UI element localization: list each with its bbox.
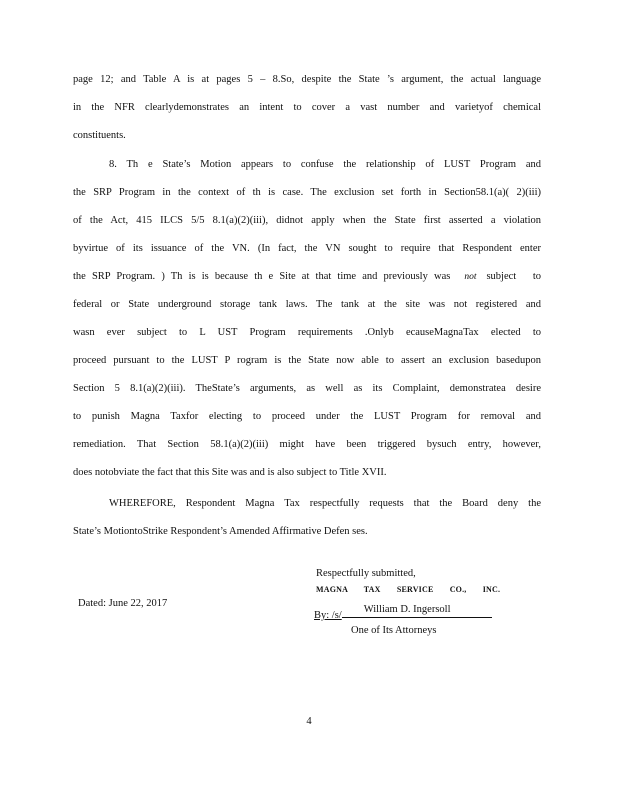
text-line: of the Act, 415 ILCS 5/5 8.1(a)(2)(iii), didnot apply when the State first asserted a violation bbox=[73, 215, 541, 226]
signature-rule bbox=[342, 604, 492, 618]
signer-role: One of Its Attorneys bbox=[351, 625, 437, 636]
text-line: in the NFR clearlydemonstrates an intent to cover a vast number and varietyof chemical bbox=[73, 102, 541, 113]
text-line: federal or State underground storage tank laws. The tank at the site was not registered and bbox=[73, 299, 541, 310]
text-line: Section 5 8.1(a)(2)(iii). TheState’s arguments, as well as its Complaint, demonstratea desire bbox=[73, 383, 541, 394]
date-line: Dated: June 22, 2017 bbox=[78, 598, 168, 609]
text-line: proceed pursuant to the LUST P rogram is the State now able to assert an exclusion basedupon bbox=[73, 355, 541, 366]
page-number: 4 bbox=[306, 716, 312, 727]
text-segment: the SRP Program. ) Th is is because th e Site at that time and previously was bbox=[73, 271, 451, 282]
text-line: page 12; and Table A is at pages 5 – 8.So, despite the State ’s argument, the actual language bbox=[73, 74, 541, 85]
text-line: byvirtue of its issuance of the VN. (In fact, the VN sought to require that Respondent enter bbox=[73, 243, 541, 254]
text-line: does notobviate the fact that this Site was and is also subject to Title XVII. bbox=[73, 467, 387, 478]
closing: Respectfully submitted, bbox=[316, 568, 416, 579]
text-line: wasn ever subject to L UST Program requirements .Onlyb ecauseMagnaTax elected to bbox=[73, 327, 541, 338]
by-label: By: /s/ bbox=[314, 610, 342, 621]
text-line: the SRP Program in the context of th is case. The exclusion set forth in Section58.1(a)( 2)(iii) bbox=[73, 187, 541, 198]
text-line bbox=[73, 270, 541, 284]
italic-word: not bbox=[464, 272, 477, 282]
text-line: remediation. That Section 58.1(a)(2)(iii) might have been triggered bysuch entry, however, bbox=[73, 439, 541, 450]
text-line: to punish Magna Taxfor electing to proceed under the LUST Program for removal and bbox=[73, 411, 541, 422]
text-line: State’s MotiontoStrike Respondent’s Amended Affirmative Defen ses. bbox=[73, 526, 368, 537]
text-segment: subject to bbox=[486, 271, 541, 282]
signature-line bbox=[314, 604, 492, 623]
firm-name: MAGNA TAX SERVICE CO., INC. bbox=[316, 585, 501, 594]
wherefore-first-line: WHEREFORE, Respondent Magna Tax respectfully requests that the Board deny the bbox=[109, 498, 541, 509]
paragraph-8-first-line: 8. Th e State’s Motion appears to confuse the relationship of LUST Program and bbox=[109, 159, 541, 170]
text-line: constituents. bbox=[73, 130, 126, 141]
signer-name: William D. Ingersoll bbox=[363, 604, 451, 615]
